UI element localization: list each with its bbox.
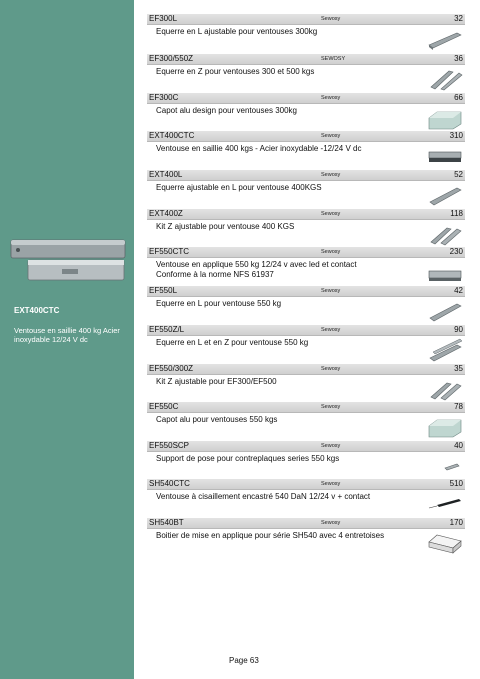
product-description: Capot alu pour ventouses 550 kgs <box>156 415 278 424</box>
product-description: Equerre en L et en Z pour ventouse 550 kg <box>156 338 309 347</box>
product-brand: Sewosy <box>321 327 341 333</box>
product-header <box>147 479 465 490</box>
product-ref: SH540CTC <box>149 479 190 488</box>
product-ref: EF300C <box>149 93 179 102</box>
product-brand: Sewosy <box>321 16 341 22</box>
product-ref: EF550Z/L <box>149 325 185 334</box>
product-ref: SH540BT <box>149 518 184 527</box>
product-row-ef550c <box>147 402 465 425</box>
product-qty: 78 <box>454 402 463 411</box>
product-brand: Sewosy <box>321 443 341 449</box>
product-qty: 66 <box>454 93 463 102</box>
product-header <box>147 364 465 375</box>
bracket-l-image <box>427 183 463 207</box>
product-description: Support de pose pour contreplaques series 550 kgs <box>156 454 340 463</box>
product-brand: Sewosy <box>321 211 341 217</box>
product-header <box>147 402 465 413</box>
product-header <box>147 54 465 65</box>
product-description: Boitier de mise en applique pour série SH540 avec 4 entretoises <box>156 531 385 540</box>
product-row-ef300c <box>147 93 465 116</box>
mounting-support-image <box>427 454 463 478</box>
bracket-lz-image <box>427 338 463 362</box>
page-number: Page 63 <box>229 656 259 665</box>
product-ref: EF550CTC <box>149 247 190 256</box>
product-brand: Sewosy <box>321 249 341 255</box>
sidebar <box>0 0 134 679</box>
product-qty: 40 <box>454 441 463 450</box>
product-header <box>147 93 465 104</box>
product-brand: Sewosy <box>321 95 341 101</box>
product-description: Kit Z ajustable pour ventouse 400 KGS <box>156 222 295 231</box>
product-description: Capot alu design pour ventouses 300kg <box>156 106 297 115</box>
product-header <box>147 286 465 297</box>
product-ref: EF550C <box>149 402 179 411</box>
product-brand: Sewosy <box>321 133 341 139</box>
cover-image <box>427 414 463 438</box>
product-qty: 170 <box>449 518 463 527</box>
product-brand: Sewosy <box>321 172 341 178</box>
product-description: Ventouse en applique 550 kg 12/24 v avec led et contact <box>156 260 357 269</box>
bracket-l-image <box>427 299 463 323</box>
product-qty: 510 <box>449 479 463 488</box>
product-header <box>147 325 465 336</box>
bracket-l-image <box>427 27 463 51</box>
product-row-sh540bt <box>147 518 465 541</box>
product-header <box>147 14 465 25</box>
product-ref: EXT400CTC <box>149 131 195 140</box>
product-description: Kit Z ajustable pour EF300/EF500 <box>156 377 277 386</box>
product-qty: 36 <box>454 54 463 63</box>
product-description: Equerre ajustable en L pour ventouse 400KGS <box>156 183 322 192</box>
bracket-z-image <box>427 222 463 246</box>
product-row-ef550l <box>147 286 465 309</box>
product-brand: Sewosy <box>321 288 341 294</box>
product-ref: EF550/300Z <box>149 364 194 373</box>
product-brand: Sewosy <box>321 520 341 526</box>
product-header <box>147 209 465 220</box>
cover-image <box>427 106 463 130</box>
product-row-ef550ctc <box>147 247 465 279</box>
product-row-ext400l <box>147 170 465 193</box>
bracket-z-image <box>427 67 463 91</box>
product-brand: Sewosy <box>321 366 341 372</box>
product-row-ef300-550z <box>147 54 465 77</box>
product-row-ef550scp <box>147 441 465 464</box>
product-ref: EXT400L <box>149 170 183 179</box>
product-qty: 52 <box>454 170 463 179</box>
product-brand: SEWOSY <box>321 56 346 62</box>
product-header <box>147 131 465 142</box>
product-header <box>147 247 465 258</box>
product-description: Equerre en Z pour ventouses 300 et 500 kgs <box>156 67 315 76</box>
product-brand: Sewosy <box>321 404 341 410</box>
product-description: Equerre en L ajustable pour ventouses 300kg <box>156 27 318 36</box>
product-header <box>147 170 465 181</box>
product-row-sh540ctc <box>147 479 465 502</box>
mounting-box-image <box>427 530 463 554</box>
product-description: Ventouse à cisaillement encastré 540 DaN 12/24 v + contact <box>156 492 371 501</box>
product-description: Ventouse en saillie 400 kgs - Acier inoxydable -12/24 V dc <box>156 144 362 153</box>
featured-product-description: Ventouse en saillie 400 kg Acier inoxydable 12/24 V dc <box>14 326 120 344</box>
product-ref: EF300L <box>149 14 178 23</box>
product-description: Equerre en L pour ventouse 550 kg <box>156 299 282 308</box>
product-qty: 90 <box>454 325 463 334</box>
product-qty: 230 <box>449 247 463 256</box>
product-qty: 35 <box>454 364 463 373</box>
product-row-ef300l <box>147 14 465 37</box>
featured-product-title: EXT400CTC <box>14 306 60 315</box>
product-qty: 310 <box>449 131 463 140</box>
product-row-ext400z <box>147 209 465 232</box>
product-description-standard: Conforme à la norme NFS 61937 <box>156 269 274 279</box>
product-header <box>147 441 465 452</box>
product-ref: EF550L <box>149 286 178 295</box>
featured-product-image <box>10 236 126 286</box>
product-header <box>147 518 465 529</box>
product-qty: 42 <box>454 286 463 295</box>
bracket-z-image <box>427 377 463 401</box>
product-qty: 32 <box>454 14 463 23</box>
maglock-image <box>427 144 463 168</box>
product-qty: 118 <box>450 209 463 218</box>
product-brand: Sewosy <box>321 481 341 487</box>
product-row-ext400ctc <box>147 131 465 154</box>
product-ref: EF300/550Z <box>149 54 194 63</box>
product-row-ef550z-l <box>147 325 465 348</box>
product-row-ef550-300z <box>147 364 465 387</box>
product-ref: EF550SCP <box>149 441 190 450</box>
product-ref: EXT400Z <box>149 209 183 218</box>
shear-lock-image <box>427 492 463 516</box>
